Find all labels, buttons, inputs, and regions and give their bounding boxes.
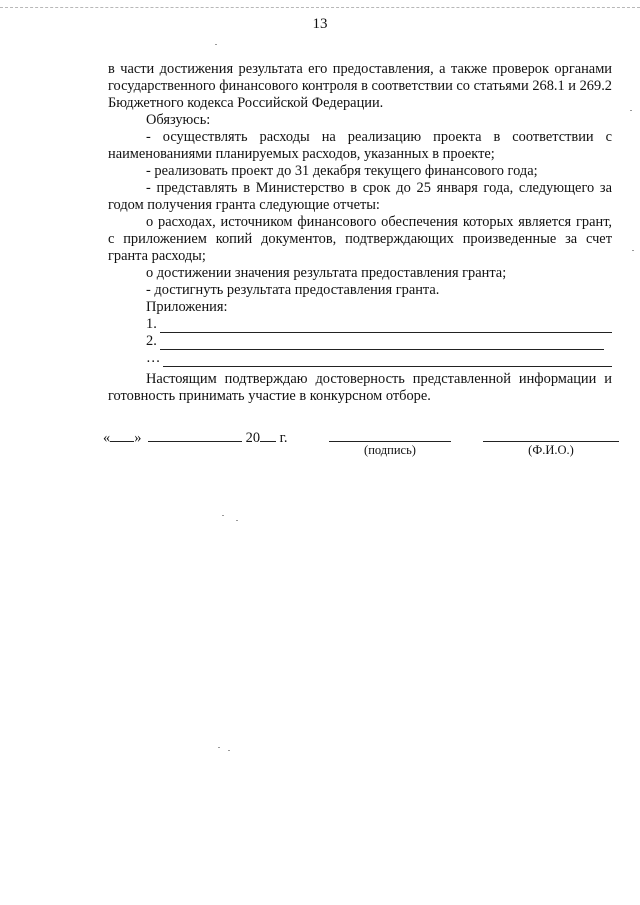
page-number: 13 (312, 16, 328, 32)
scan-speck (218, 747, 220, 748)
scan-speck (236, 520, 238, 521)
appendix-number: 1. (146, 316, 157, 332)
paragraph-obligation-expenses: - осуществлять расходы на реализацию проекта в соответствии с наименованиями планируемых расходов, указанных в проекте; (108, 129, 612, 162)
appendices-heading: Приложения: (146, 299, 228, 315)
paragraph-obligation-result: - достигнуть результата предоставления гранта. (146, 282, 440, 298)
page-top-border (0, 7, 640, 8)
name-caption: (Ф.И.О.) (528, 443, 574, 457)
year-prefix: 20 (245, 430, 261, 446)
appendix-fill-line (160, 336, 604, 350)
appendix-line-2 (108, 333, 612, 350)
paragraph-obligations-heading: Обязуюсь: (146, 112, 211, 128)
signature-block (103, 428, 623, 464)
appendix-fill-line (163, 353, 612, 367)
year-blank (260, 428, 276, 442)
scan-speck (215, 44, 217, 45)
paragraph-control-clause: в части достижения результата его предоставления, а также проверок органами государственного финансового контроля в соответствии со статьями 268.1 и 269.2 Бюджетного кодекса Российской Федерации. (108, 61, 612, 111)
signature-line (329, 441, 451, 442)
appendix-fill-line (160, 319, 612, 333)
document-body (108, 61, 612, 405)
signature-caption: (подпись) (364, 443, 416, 457)
scan-speck (632, 250, 634, 251)
appendix-number: 2. (146, 333, 157, 349)
appendix-line-1 (108, 316, 612, 333)
paragraph-confirmation: Настоящим подтверждаю достоверность представленной информации и готовность принимать участие в конкурсном отборе. (108, 371, 612, 404)
appendix-number: … (146, 350, 161, 366)
paragraph-obligation-deadline: - реализовать проект до 31 декабря текущего финансового года; (146, 163, 538, 179)
day-blank (110, 428, 134, 442)
paragraph-obligation-reports: - представлять в Министерство в срок до 25 января года, следующего за годом получения гранта следующие отчеты: (108, 180, 612, 213)
quote-close: » (134, 430, 142, 446)
paragraph-report-expenses: о расходах, источником финансового обеспечения которых является грант, с приложением копий документов, подтверждающих произведенные за счет гранта расходы; (108, 214, 612, 264)
quote-open: « (103, 430, 111, 446)
appendix-line-3 (108, 350, 612, 367)
scan-speck (222, 515, 224, 516)
paragraph-report-result: о достижении значения результата предоставления гранта; (146, 265, 507, 281)
month-blank (148, 428, 242, 442)
name-line (483, 441, 619, 442)
scan-speck (630, 110, 632, 111)
date-field (103, 428, 288, 447)
year-suffix: г. (279, 430, 288, 446)
scan-speck (228, 750, 230, 751)
